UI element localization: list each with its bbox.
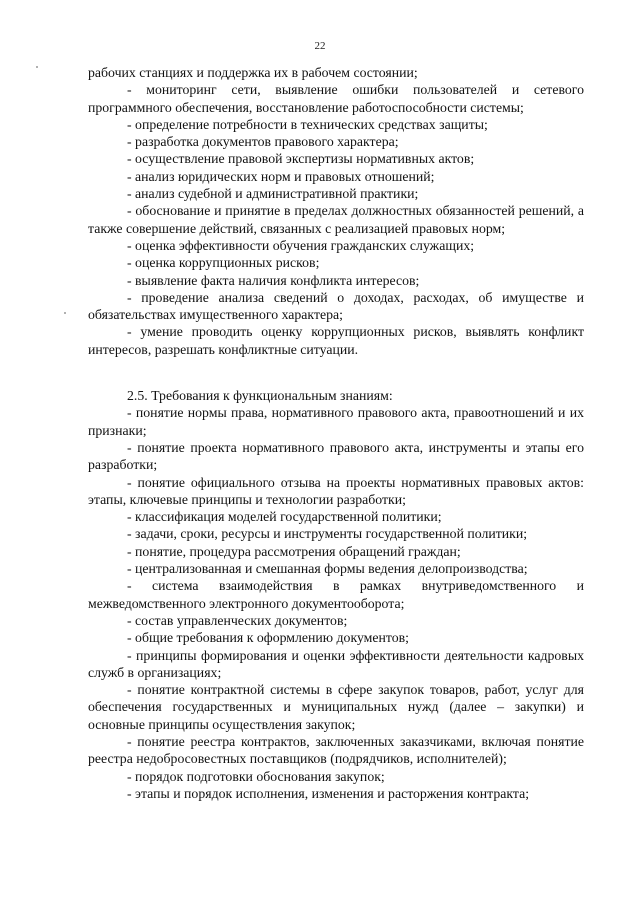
list-item: - понятие, процедура рассмотрения обращений граждан; xyxy=(127,543,461,559)
list-item: - общие требования к оформлению документов; xyxy=(127,630,410,646)
list-item: - состав управленческих документов; xyxy=(127,612,348,628)
list-item: - понятие реестра контрактов, заключенных заказчиками, включая понятие реестра недобросовестных поставщиков (подрядчиков, исполнителей); xyxy=(88,733,584,767)
list-item: - проведение анализа сведений о доходах, расходах, об имуществе и обязательствах имущественного характера; xyxy=(88,289,584,323)
list-item: - понятие контрактной системы в сфере закупок товаров, работ, услуг для обеспечения государственных и муниципальных нужд (далее – закупки) и основные принципы осуществления закупок; xyxy=(88,682,584,732)
list-item: - разработка документов правового характера; xyxy=(127,134,399,150)
list-item: - анализ юридических норм и правовых отношений; xyxy=(127,168,435,184)
list-item: - классификация моделей государственной политики; xyxy=(127,509,442,525)
scan-speck xyxy=(64,312,66,314)
list-item: - принципы формирования и оценки эффективности деятельности кадровых служб в организациях; xyxy=(88,647,584,680)
list-item: - осуществление правовой экспертизы нормативных актов; xyxy=(127,151,475,167)
section-heading: 2.5. Требования к функциональным знаниям: xyxy=(127,388,393,404)
list-item: - задачи, сроки, ресурсы и инструменты государственной политики; xyxy=(127,526,528,542)
list-item: - этапы и порядок исполнения, изменения и расторжения контракта; xyxy=(127,785,530,801)
list-item: - понятие проекта нормативного правового акта, инструменты и этапы его разработки; xyxy=(88,439,584,473)
list-item: - анализ судебной и административной практики; xyxy=(127,186,419,202)
list-item: - централизованная и смешанная формы ведения делопроизводства; xyxy=(127,561,528,577)
list-item: - выявление факта наличия конфликта интересов; xyxy=(127,272,420,288)
list-item: - порядок подготовки обоснования закупок; xyxy=(127,768,385,784)
page-number: 22 xyxy=(314,40,326,52)
list-item: - оценка эффективности обучения гражданских служащих; xyxy=(127,237,475,253)
list-item: - понятие нормы права, нормативного правового акта, правоотношений и их признаки; xyxy=(88,405,584,438)
list-item: - мониторинг сети, выявление ошибки пользователей и сетевого программного обеспечения, восстановление работоспособности системы; xyxy=(88,82,584,115)
list-item: - определение потребности в технических средствах защиты; xyxy=(127,116,488,132)
list-item: - обоснование и принятие в пределах должностных обязанностей решений, а также совершение действий, связанных с реализацией правовых норм; xyxy=(88,203,584,236)
list-item: - оценка коррупционных рисков; xyxy=(127,255,320,271)
scan-speck xyxy=(36,66,38,68)
document-body xyxy=(88,64,584,802)
list-item: - понятие официального отзыва на проекты нормативных правовых актов: этапы, ключевые принципы и технологии разработки; xyxy=(88,474,584,507)
list-item: - система взаимодействия в рамках внутриведомственного и межведомственного электронного документооборота; xyxy=(88,578,584,611)
list-item: рабочих станциях и поддержка их в рабочем состоянии; xyxy=(88,65,418,80)
list-item: - умение проводить оценку коррупционных рисков, выявлять конфликт интересов, разрешать конфликтные ситуации. xyxy=(88,324,584,357)
